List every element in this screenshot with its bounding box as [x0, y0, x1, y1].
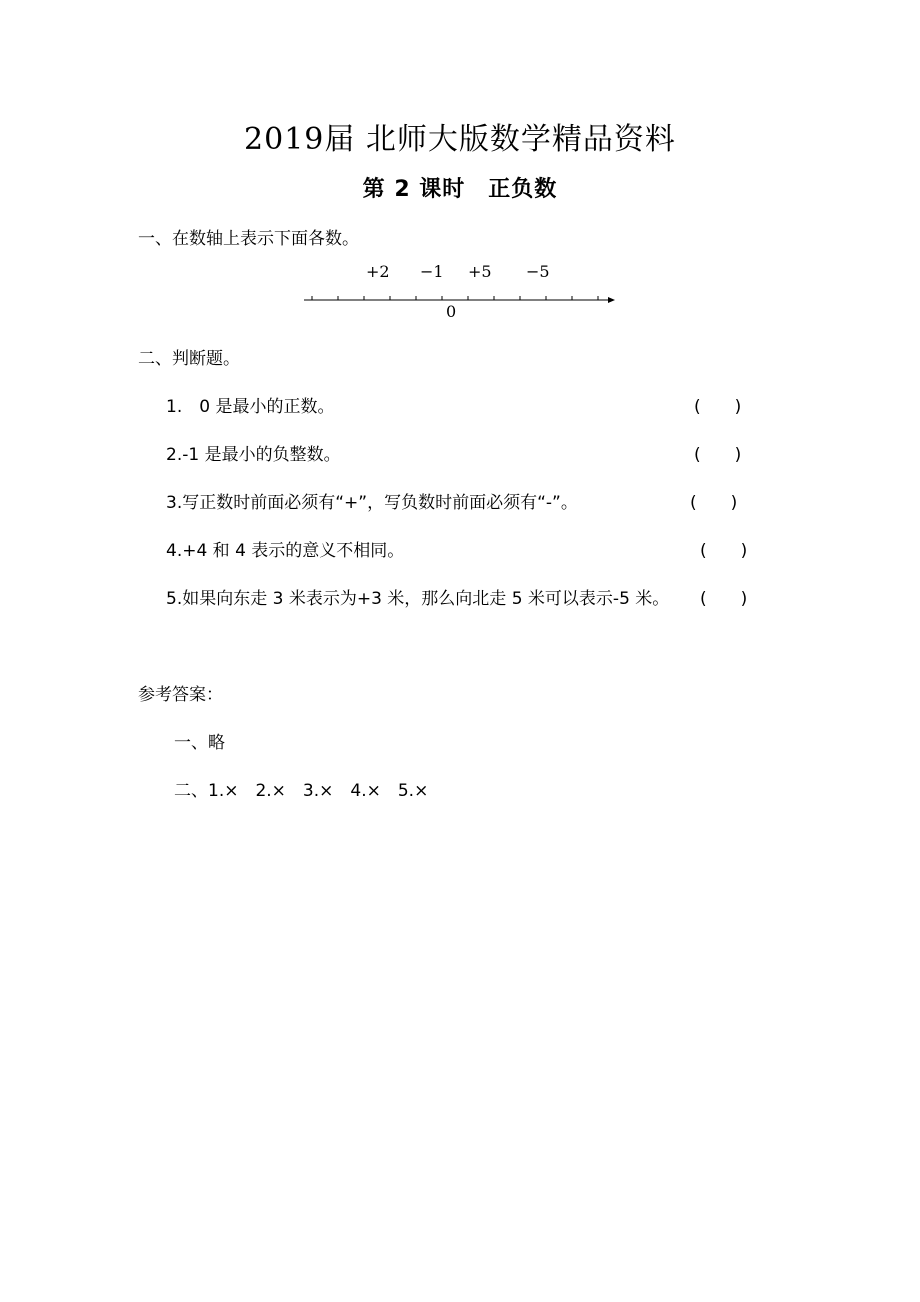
section-2-heading: 二、判断题。 [138, 349, 240, 369]
number-label: +2 [366, 262, 390, 281]
answer-bracket-4: ( ) [700, 541, 748, 561]
document-title: 2019届 北师大版数学精品资料 [244, 122, 676, 157]
answer-bracket-3: ( ) [690, 493, 738, 513]
section-1-heading: 一、在数轴上表示下面各数。 [138, 229, 359, 249]
question-2: 2.-1 是最小的负整数。 [166, 445, 341, 465]
axis-zero-label: 0 [446, 302, 457, 321]
axis-arrow [608, 297, 615, 303]
answer-bracket-1: ( ) [694, 397, 742, 417]
answer-section-1: 一、略 [174, 733, 225, 753]
answer-section-2: 二、1.× 2.× 3.× 4.× 5.× [174, 781, 429, 801]
number-label: +5 [468, 262, 492, 281]
answer-bracket-5: ( ) [700, 589, 748, 609]
axis-ticks [312, 296, 598, 300]
lesson-title: 第 2 课时 正负数 [362, 177, 558, 202]
number-label: −5 [526, 262, 550, 281]
question-5: 5.如果向东走 3 米表示为+3 米，那么向北走 5 米可以表示-5 米。 [166, 589, 670, 609]
number-label: −1 [420, 262, 444, 281]
number-line [300, 288, 620, 308]
answer-bracket-2: ( ) [694, 445, 742, 465]
answers-heading: 参考答案： [138, 685, 223, 705]
question-4: 4.+4 和 4 表示的意义不相同。 [166, 541, 405, 561]
question-3: 3.写正数时前面必须有“+”，写负数时前面必须有“-”。 [166, 493, 578, 513]
question-1: 1. 0 是最小的正数。 [166, 397, 335, 417]
